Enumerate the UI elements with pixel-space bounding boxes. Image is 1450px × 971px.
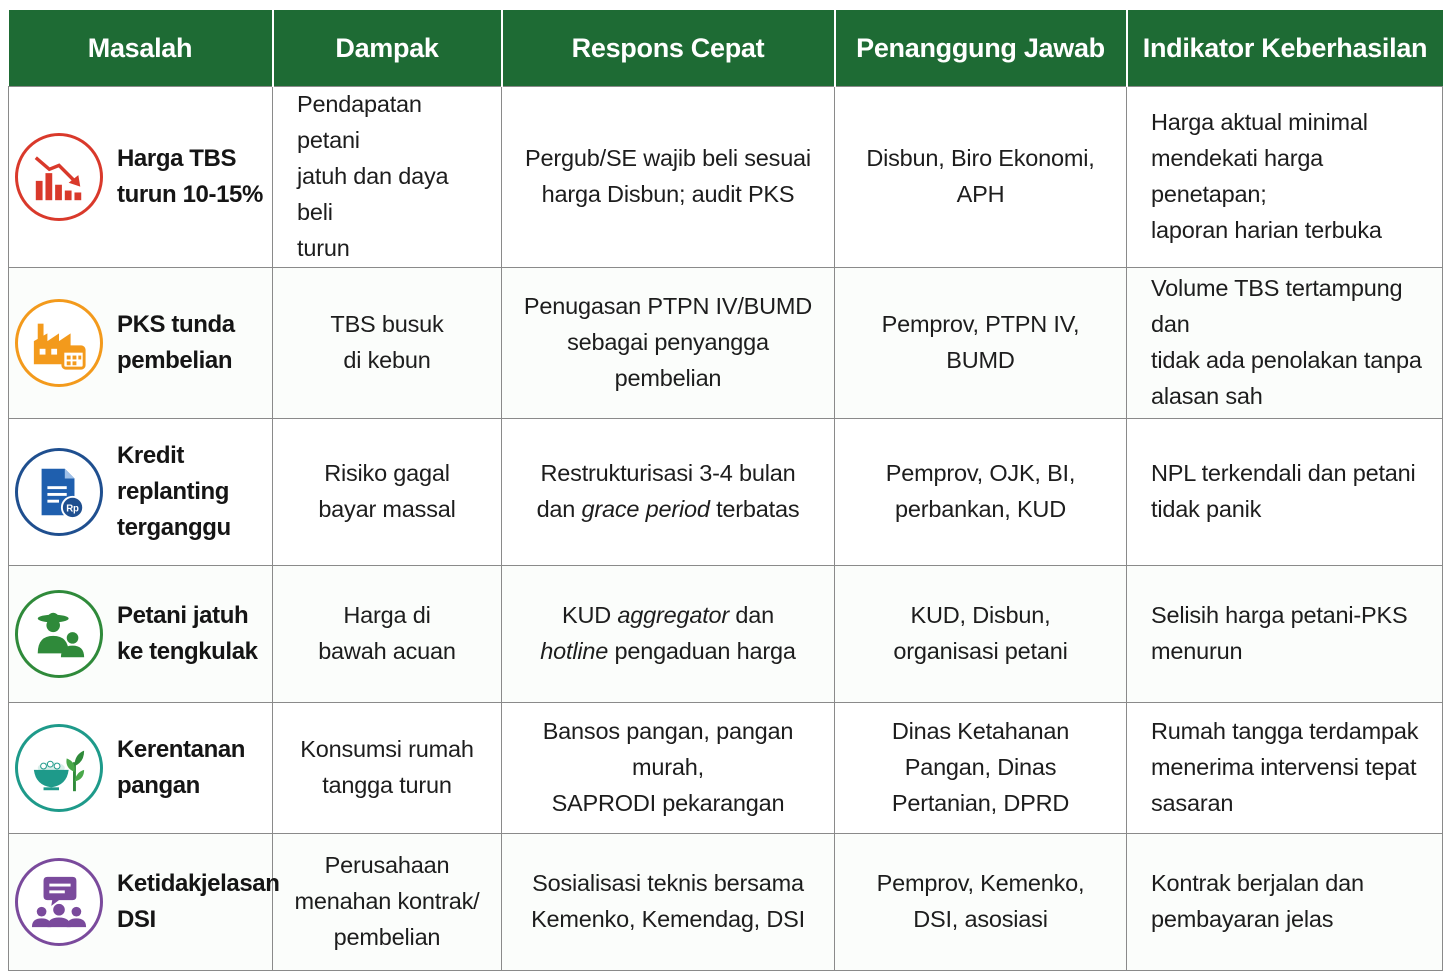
respons-cell	[502, 267, 835, 418]
farmer-people-icon	[15, 590, 103, 678]
indikator-cell	[1127, 267, 1443, 418]
dampak-line: Pendapatan petani	[297, 91, 422, 153]
dampak-cell	[273, 565, 502, 702]
respons-line: Bansos pangan, pangan murah,	[542, 717, 794, 780]
indikator-line: Rumah tangga terdampak	[1151, 717, 1419, 744]
penanggung-line: Dinas Ketahanan	[891, 717, 1070, 744]
masalah-cell	[9, 565, 273, 702]
respons-text-dan: dan	[536, 495, 582, 522]
dampak-line: menahan kontrak/	[294, 887, 480, 914]
respons-text-dan: dan	[729, 601, 774, 628]
dampak-line: Perusahaan	[324, 851, 450, 878]
masalah-line: pangan	[117, 771, 200, 799]
penanggung-cell	[835, 565, 1127, 702]
masalah-line: turun 10-15%	[117, 180, 263, 208]
penanggung-line: Pemprov, PTPN IV,	[881, 310, 1080, 337]
indikator-line: Harga aktual minimal	[1151, 108, 1368, 135]
respons-text-terbatas: terbatas	[709, 495, 800, 522]
respons-cell	[502, 833, 835, 970]
respons-line: Pergub/SE wajib beli sesuai	[525, 144, 811, 171]
dampak-line: bayar massal	[318, 495, 456, 522]
table-row	[9, 702, 1443, 833]
penanggung-line: Pemprov, OJK, BI,	[885, 459, 1076, 486]
penanggung-line: Pangan, Dinas	[904, 753, 1057, 780]
indikator-line: tidak ada penolakan tanpa	[1151, 346, 1422, 373]
indikator-line: sasaran	[1151, 789, 1234, 816]
header-penanggung-jawab: Penanggung Jawab	[835, 10, 1127, 87]
penanggung-cell	[835, 418, 1127, 565]
table-row	[9, 87, 1443, 268]
response-matrix-table	[8, 10, 1443, 971]
svg-text:Rp: Rp	[66, 503, 79, 515]
price-decline-chart-icon	[15, 133, 103, 221]
penanggung-line: organisasi petani	[893, 637, 1068, 664]
respons-line	[516, 492, 820, 528]
masalah-cell	[9, 418, 273, 565]
masalah-line: terganggu	[117, 513, 231, 541]
respons-line: Restrukturisasi 3-4 bulan	[540, 459, 796, 486]
masalah-cell	[9, 833, 280, 970]
indikator-line: mendekati harga penetapan;	[1151, 144, 1324, 207]
discussion-group-icon	[15, 858, 103, 946]
penanggung-line: DSI, asosiasi	[913, 905, 1048, 932]
dampak-line: TBS busuk	[330, 310, 444, 337]
masalah-line: ke tengkulak	[117, 637, 258, 665]
indikator-line: laporan harian terbuka	[1151, 216, 1382, 243]
header-dampak: Dampak	[273, 10, 502, 87]
header-masalah: Masalah	[9, 10, 273, 87]
indikator-line: menerima intervensi tepat	[1151, 753, 1417, 780]
respons-cell	[502, 565, 835, 702]
dampak-cell	[273, 702, 502, 833]
penanggung-line: Pertanian, DPRD	[891, 789, 1070, 816]
penanggung-line: Pemprov, Kemenko,	[876, 869, 1085, 896]
dampak-cell	[273, 267, 502, 418]
respons-line: Penugasan PTPN IV/BUMD	[523, 292, 813, 319]
masalah-line: Harga TBS	[117, 144, 237, 172]
indikator-line: Volume TBS tertampung dan	[1151, 274, 1403, 337]
penanggung-line: perbankan, KUD	[895, 495, 1066, 522]
masalah-line: pembelian	[117, 346, 233, 374]
respons-line: harga Disbun; audit PKS	[541, 180, 795, 207]
dampak-line: di kebun	[343, 346, 431, 373]
respons-line	[516, 598, 820, 634]
indikator-line: Kontrak berjalan dan	[1151, 869, 1364, 896]
respons-line: sebagai penyangga	[567, 328, 769, 355]
respons-line: pembelian	[614, 364, 722, 391]
table-row	[9, 418, 1443, 565]
respons-line	[516, 634, 820, 670]
masalah-line: Petani jatuh	[117, 601, 249, 629]
factory-calendar-icon	[15, 299, 103, 387]
indikator-cell	[1127, 702, 1443, 833]
respons-cell	[502, 87, 835, 268]
penanggung-cell	[835, 267, 1127, 418]
indikator-line: menurun	[1151, 637, 1243, 664]
dampak-cell	[273, 418, 502, 565]
masalah-line: Kerentanan	[117, 735, 246, 763]
respons-text-pengaduan: pengaduan harga	[608, 637, 796, 664]
dampak-line: pembelian	[333, 923, 441, 950]
indikator-line: tidak panik	[1151, 495, 1262, 522]
respons-italic-grace-period: grace period	[581, 495, 710, 522]
respons-italic-aggregator: aggregator	[617, 601, 730, 628]
indikator-cell	[1127, 565, 1443, 702]
penanggung-line: Disbun, Biro Ekonomi,	[866, 144, 1095, 171]
dampak-line: Risiko gagal	[324, 459, 450, 486]
penanggung-cell	[835, 833, 1127, 970]
penanggung-cell	[835, 702, 1127, 833]
dampak-cell	[273, 87, 502, 268]
indikator-line: pembayaran jelas	[1151, 905, 1334, 932]
dampak-line: Harga di	[343, 601, 431, 628]
header-respons-cepat: Respons Cepat	[502, 10, 835, 87]
indikator-cell	[1127, 418, 1443, 565]
dampak-line: tangga turun	[322, 771, 452, 798]
penanggung-cell	[835, 87, 1127, 268]
table-row	[9, 833, 1443, 970]
indikator-line: alasan sah	[1151, 382, 1263, 409]
indikator-line: Selisih harga petani-PKS	[1151, 601, 1408, 628]
masalah-cell	[9, 267, 273, 418]
indikator-cell	[1127, 87, 1443, 268]
respons-line: SAPRODI pekarangan	[551, 789, 785, 816]
masalah-line: DSI	[117, 905, 156, 933]
table-row	[9, 267, 1443, 418]
indikator-line: NPL terkendali dan petani	[1151, 459, 1416, 486]
masalah-line: Kredit replanting	[117, 441, 230, 505]
penanggung-line: KUD, Disbun,	[910, 601, 1051, 628]
respons-cell	[502, 702, 835, 833]
respons-cell	[502, 418, 835, 565]
respons-italic-hotline: hotline	[540, 637, 609, 664]
table-row	[9, 565, 1443, 702]
dampak-line: turun	[297, 234, 350, 261]
penanggung-line: APH	[956, 180, 1005, 207]
respons-line: Kemenko, Kemendag, DSI	[531, 905, 805, 932]
respons-text-kud: KUD	[562, 601, 618, 628]
dampak-cell	[273, 833, 502, 970]
masalah-line: Ketidakjelasan	[117, 869, 280, 897]
respons-line: Sosialisasi teknis bersama	[532, 869, 804, 896]
masalah-line: PKS tunda	[117, 310, 235, 338]
indikator-cell	[1127, 833, 1443, 970]
masalah-cell	[9, 702, 273, 833]
dampak-line: jatuh dan daya beli	[297, 162, 449, 225]
food-bowl-plant-icon	[15, 724, 103, 812]
penanggung-line: BUMD	[946, 346, 1015, 373]
masalah-cell	[9, 87, 273, 268]
header-row	[9, 10, 1443, 87]
dampak-line: bawah acuan	[318, 637, 456, 664]
credit-document-icon	[15, 448, 103, 536]
dampak-line: Konsumsi rumah	[300, 735, 474, 762]
header-indikator-keberhasilan: Indikator Keberhasilan	[1127, 10, 1443, 87]
